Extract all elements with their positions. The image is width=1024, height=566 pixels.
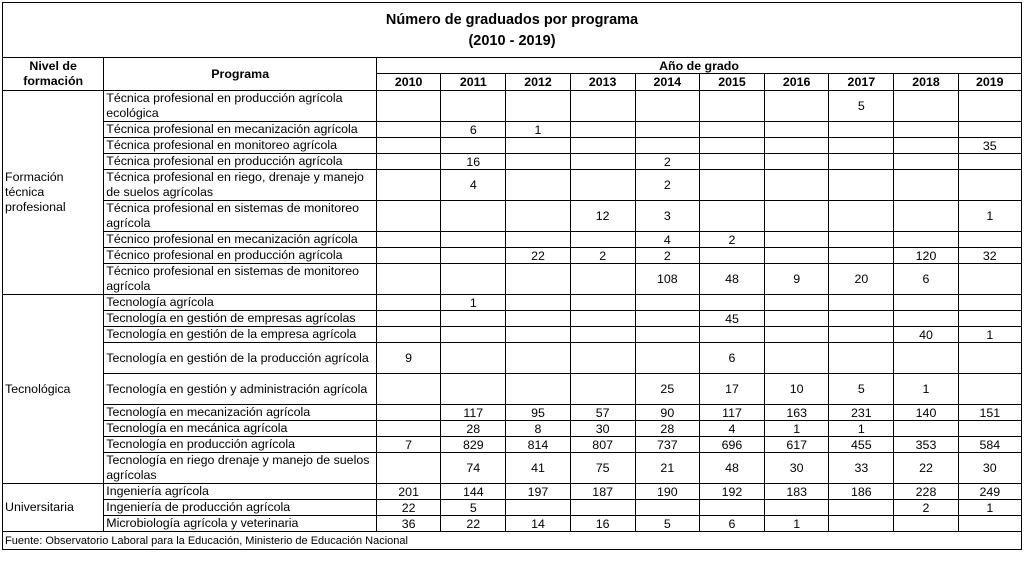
value-cell xyxy=(635,311,699,327)
nivel-cell: Universitaria xyxy=(3,484,104,532)
value-cell xyxy=(635,295,699,311)
value-cell xyxy=(570,138,635,154)
value-cell xyxy=(829,343,894,374)
value-cell: 737 xyxy=(635,437,699,453)
value-cell xyxy=(506,201,570,232)
value-cell: 4 xyxy=(635,232,699,248)
year-header-2014: 2014 xyxy=(635,74,699,91)
value-cell: 5 xyxy=(441,500,506,516)
value-cell xyxy=(506,170,570,201)
programa-cell: Técnico profesional en sistemas de monitoreo agrícola xyxy=(104,264,377,295)
value-cell xyxy=(958,264,1021,295)
value-cell xyxy=(894,516,958,532)
value-cell: 28 xyxy=(441,421,506,437)
value-cell xyxy=(506,295,570,311)
value-cell xyxy=(506,138,570,154)
value-cell: 28 xyxy=(635,421,699,437)
value-cell xyxy=(894,295,958,311)
header-nivel: Nivel de formación xyxy=(3,58,104,91)
value-cell: 6 xyxy=(699,516,764,532)
value-cell: 1 xyxy=(765,516,829,532)
value-cell xyxy=(894,154,958,170)
value-cell: 201 xyxy=(377,484,441,500)
value-cell xyxy=(829,327,894,343)
value-cell: 30 xyxy=(958,453,1021,484)
value-cell xyxy=(377,154,441,170)
value-cell xyxy=(377,232,441,248)
value-cell xyxy=(765,500,829,516)
value-cell xyxy=(958,122,1021,138)
table-row xyxy=(3,201,1022,232)
value-cell: 1 xyxy=(765,421,829,437)
value-cell xyxy=(699,91,764,122)
value-cell xyxy=(441,374,506,405)
value-cell: 6 xyxy=(699,343,764,374)
value-cell xyxy=(894,311,958,327)
value-cell: 7 xyxy=(377,437,441,453)
value-cell: 183 xyxy=(765,484,829,500)
value-cell xyxy=(894,91,958,122)
value-cell xyxy=(829,248,894,264)
value-cell xyxy=(958,170,1021,201)
value-cell: 57 xyxy=(570,405,635,421)
table-row xyxy=(3,295,1022,311)
value-cell xyxy=(377,405,441,421)
value-cell xyxy=(894,232,958,248)
value-cell: 1 xyxy=(506,122,570,138)
programa-cell: Técnica profesional en producción agrícola ecológica xyxy=(104,91,377,122)
programa-cell: Tecnología agrícola xyxy=(104,295,377,311)
value-cell: 163 xyxy=(765,405,829,421)
value-cell xyxy=(958,374,1021,405)
value-cell: 2 xyxy=(570,248,635,264)
value-cell xyxy=(441,201,506,232)
value-cell: 249 xyxy=(958,484,1021,500)
value-cell xyxy=(635,138,699,154)
value-cell: 584 xyxy=(958,437,1021,453)
value-cell xyxy=(699,295,764,311)
value-cell: 14 xyxy=(506,516,570,532)
value-cell xyxy=(699,138,764,154)
value-cell: 1 xyxy=(894,374,958,405)
programa-cell: Técnica profesional en producción agrícola xyxy=(104,154,377,170)
year-header-2018: 2018 xyxy=(894,74,958,91)
value-cell: 10 xyxy=(765,374,829,405)
value-cell: 2 xyxy=(635,248,699,264)
value-cell: 74 xyxy=(441,453,506,484)
value-cell: 6 xyxy=(894,264,958,295)
value-cell xyxy=(765,138,829,154)
value-cell xyxy=(635,500,699,516)
programa-cell: Tecnología en producción agrícola xyxy=(104,437,377,453)
value-cell xyxy=(699,170,764,201)
value-cell xyxy=(377,295,441,311)
value-cell xyxy=(377,170,441,201)
value-cell xyxy=(377,327,441,343)
table-row xyxy=(3,138,1022,154)
value-cell xyxy=(958,311,1021,327)
value-cell xyxy=(699,201,764,232)
value-cell xyxy=(829,201,894,232)
value-cell: 12 xyxy=(570,201,635,232)
value-cell xyxy=(829,232,894,248)
value-cell: 3 xyxy=(635,201,699,232)
value-cell xyxy=(635,327,699,343)
value-cell xyxy=(829,138,894,154)
value-cell: 22 xyxy=(506,248,570,264)
value-cell: 21 xyxy=(635,453,699,484)
title-line-2: (2010 - 2019) xyxy=(468,33,556,49)
value-cell: 22 xyxy=(894,453,958,484)
value-cell xyxy=(441,264,506,295)
value-cell xyxy=(506,154,570,170)
value-cell: 117 xyxy=(699,405,764,421)
programa-cell: Microbiología agrícola y veterinaria xyxy=(104,516,377,532)
value-cell xyxy=(377,138,441,154)
value-cell xyxy=(506,343,570,374)
value-cell xyxy=(958,343,1021,374)
value-cell xyxy=(570,327,635,343)
value-cell xyxy=(635,343,699,374)
value-cell xyxy=(699,122,764,138)
value-cell: 4 xyxy=(699,421,764,437)
value-cell xyxy=(377,264,441,295)
graduates-table-container xyxy=(2,2,1022,550)
value-cell xyxy=(635,91,699,122)
value-cell xyxy=(441,232,506,248)
value-cell: 455 xyxy=(829,437,894,453)
value-cell xyxy=(765,91,829,122)
value-cell xyxy=(699,327,764,343)
value-cell: 8 xyxy=(506,421,570,437)
value-cell: 231 xyxy=(829,405,894,421)
value-cell xyxy=(894,421,958,437)
value-cell xyxy=(894,138,958,154)
value-cell xyxy=(699,500,764,516)
value-cell xyxy=(765,295,829,311)
header-anio: Año de grado xyxy=(377,58,1022,74)
value-cell xyxy=(570,232,635,248)
value-cell xyxy=(441,91,506,122)
programa-cell: Tecnología en gestión de la producción agrícola xyxy=(104,343,377,374)
value-cell: 186 xyxy=(829,484,894,500)
value-cell: 2 xyxy=(635,154,699,170)
table-row xyxy=(3,311,1022,327)
value-cell xyxy=(377,453,441,484)
value-cell: 48 xyxy=(699,453,764,484)
value-cell: 32 xyxy=(958,248,1021,264)
value-cell xyxy=(506,311,570,327)
table-row xyxy=(3,374,1022,405)
value-cell: 2 xyxy=(894,500,958,516)
programa-cell: Tecnología en gestión de empresas agrícolas xyxy=(104,311,377,327)
value-cell: 36 xyxy=(377,516,441,532)
value-cell xyxy=(829,122,894,138)
value-cell: 22 xyxy=(377,500,441,516)
value-cell xyxy=(765,170,829,201)
value-cell xyxy=(377,421,441,437)
graduates-table xyxy=(2,2,1022,550)
value-cell xyxy=(441,138,506,154)
header-programa: Programa xyxy=(104,58,377,91)
value-cell xyxy=(958,232,1021,248)
table-row xyxy=(3,91,1022,122)
value-cell: 33 xyxy=(829,453,894,484)
value-cell: 48 xyxy=(699,264,764,295)
value-cell xyxy=(570,374,635,405)
value-cell xyxy=(635,122,699,138)
table-row xyxy=(3,405,1022,421)
value-cell: 192 xyxy=(699,484,764,500)
value-cell: 144 xyxy=(441,484,506,500)
value-cell xyxy=(506,232,570,248)
value-cell xyxy=(377,91,441,122)
value-cell xyxy=(570,154,635,170)
value-cell xyxy=(829,516,894,532)
table-row xyxy=(3,122,1022,138)
value-cell: 1 xyxy=(441,295,506,311)
programa-cell: Técnica profesional en sistemas de monitoreo agrícola xyxy=(104,201,377,232)
value-cell: 117 xyxy=(441,405,506,421)
value-cell: 1 xyxy=(829,421,894,437)
table-row xyxy=(3,500,1022,516)
table-title xyxy=(3,3,1022,58)
value-cell: 41 xyxy=(506,453,570,484)
value-cell: 228 xyxy=(894,484,958,500)
programa-cell: Tecnología en riego drenaje y manejo de suelos agrícolas xyxy=(104,453,377,484)
value-cell xyxy=(441,311,506,327)
value-cell: 1 xyxy=(958,201,1021,232)
programa-cell: Ingeniería de producción agrícola xyxy=(104,500,377,516)
value-cell: 187 xyxy=(570,484,635,500)
programa-cell: Técnico profesional en producción agrícola xyxy=(104,248,377,264)
nivel-cell: Tecnológica xyxy=(3,295,104,484)
value-cell xyxy=(958,295,1021,311)
value-cell xyxy=(829,311,894,327)
value-cell xyxy=(570,343,635,374)
value-cell xyxy=(506,264,570,295)
value-cell: 16 xyxy=(570,516,635,532)
value-cell xyxy=(765,248,829,264)
value-cell xyxy=(570,170,635,201)
value-cell: 814 xyxy=(506,437,570,453)
value-cell xyxy=(570,264,635,295)
value-cell: 1 xyxy=(958,327,1021,343)
year-header-2010: 2010 xyxy=(377,74,441,91)
value-cell: 5 xyxy=(635,516,699,532)
programa-cell: Técnica profesional en mecanización agrícola xyxy=(104,122,377,138)
value-cell: 35 xyxy=(958,138,1021,154)
table-row xyxy=(3,421,1022,437)
value-cell xyxy=(570,91,635,122)
value-cell xyxy=(958,421,1021,437)
title-line-1: Número de graduados por programa xyxy=(385,12,639,28)
value-cell: 5 xyxy=(829,374,894,405)
programa-cell: Tecnología en mecánica agrícola xyxy=(104,421,377,437)
value-cell: 6 xyxy=(441,122,506,138)
value-cell xyxy=(765,311,829,327)
value-cell: 353 xyxy=(894,437,958,453)
table-row xyxy=(3,343,1022,374)
value-cell xyxy=(377,374,441,405)
value-cell: 2 xyxy=(699,232,764,248)
year-header-2012: 2012 xyxy=(506,74,570,91)
value-cell xyxy=(829,170,894,201)
value-cell xyxy=(377,122,441,138)
value-cell: 75 xyxy=(570,453,635,484)
programa-cell: Tecnología en gestión de la empresa agrícola xyxy=(104,327,377,343)
value-cell xyxy=(765,201,829,232)
table-row xyxy=(3,232,1022,248)
value-cell: 140 xyxy=(894,405,958,421)
value-cell: 17 xyxy=(699,374,764,405)
nivel-cell: Formación técnica profesional xyxy=(3,91,104,295)
value-cell xyxy=(829,500,894,516)
value-cell xyxy=(377,311,441,327)
value-cell: 90 xyxy=(635,405,699,421)
value-cell: 190 xyxy=(635,484,699,500)
value-cell xyxy=(506,374,570,405)
programa-cell: Tecnología en gestión y administración agrícola xyxy=(104,374,377,405)
year-header-2019: 2019 xyxy=(958,74,1021,91)
value-cell: 4 xyxy=(441,170,506,201)
year-header-2017: 2017 xyxy=(829,74,894,91)
value-cell xyxy=(441,327,506,343)
programa-cell: Ingeniería agrícola xyxy=(104,484,377,500)
value-cell xyxy=(894,170,958,201)
table-row xyxy=(3,453,1022,484)
value-cell xyxy=(829,154,894,170)
value-cell xyxy=(958,91,1021,122)
value-cell xyxy=(570,295,635,311)
programa-cell: Técnico profesional en mecanización agrícola xyxy=(104,232,377,248)
value-cell xyxy=(570,122,635,138)
value-cell: 829 xyxy=(441,437,506,453)
value-cell xyxy=(765,232,829,248)
table-row xyxy=(3,327,1022,343)
value-cell xyxy=(570,500,635,516)
value-cell: 151 xyxy=(958,405,1021,421)
value-cell xyxy=(570,311,635,327)
source-note: Fuente: Observatorio Laboral para la Educación, Ministerio de Educación Nacional xyxy=(3,532,1022,550)
programa-cell: Técnica profesional en riego, drenaje y manejo de suelos agrícolas xyxy=(104,170,377,201)
value-cell: 9 xyxy=(765,264,829,295)
value-cell xyxy=(765,122,829,138)
value-cell: 40 xyxy=(894,327,958,343)
value-cell xyxy=(506,91,570,122)
value-cell xyxy=(506,500,570,516)
year-header-2016: 2016 xyxy=(765,74,829,91)
year-header-2011: 2011 xyxy=(441,74,506,91)
value-cell: 807 xyxy=(570,437,635,453)
programa-cell: Tecnología en mecanización agrícola xyxy=(104,405,377,421)
value-cell xyxy=(441,343,506,374)
value-cell: 30 xyxy=(570,421,635,437)
value-cell: 197 xyxy=(506,484,570,500)
value-cell xyxy=(765,327,829,343)
value-cell xyxy=(699,154,764,170)
value-cell: 2 xyxy=(635,170,699,201)
table-row xyxy=(3,516,1022,532)
year-header-2013: 2013 xyxy=(570,74,635,91)
value-cell xyxy=(829,295,894,311)
value-cell xyxy=(894,343,958,374)
programa-cell: Técnica profesional en monitoreo agrícola xyxy=(104,138,377,154)
value-cell xyxy=(765,343,829,374)
table-row xyxy=(3,437,1022,453)
value-cell xyxy=(506,327,570,343)
table-row xyxy=(3,264,1022,295)
table-body xyxy=(3,91,1022,532)
table-row xyxy=(3,170,1022,201)
value-cell: 1 xyxy=(958,500,1021,516)
value-cell: 20 xyxy=(829,264,894,295)
value-cell: 95 xyxy=(506,405,570,421)
value-cell xyxy=(377,248,441,264)
value-cell: 30 xyxy=(765,453,829,484)
value-cell xyxy=(377,201,441,232)
value-cell: 696 xyxy=(699,437,764,453)
value-cell xyxy=(958,154,1021,170)
value-cell: 45 xyxy=(699,311,764,327)
value-cell: 5 xyxy=(829,91,894,122)
table-row xyxy=(3,484,1022,500)
value-cell: 120 xyxy=(894,248,958,264)
value-cell xyxy=(894,201,958,232)
value-cell: 617 xyxy=(765,437,829,453)
value-cell: 25 xyxy=(635,374,699,405)
table-row xyxy=(3,154,1022,170)
value-cell: 16 xyxy=(441,154,506,170)
value-cell xyxy=(958,516,1021,532)
value-cell: 22 xyxy=(441,516,506,532)
table-row xyxy=(3,248,1022,264)
value-cell: 108 xyxy=(635,264,699,295)
value-cell xyxy=(765,154,829,170)
value-cell xyxy=(441,248,506,264)
value-cell xyxy=(699,248,764,264)
year-header-2015: 2015 xyxy=(699,74,764,91)
value-cell xyxy=(894,122,958,138)
value-cell: 9 xyxy=(377,343,441,374)
